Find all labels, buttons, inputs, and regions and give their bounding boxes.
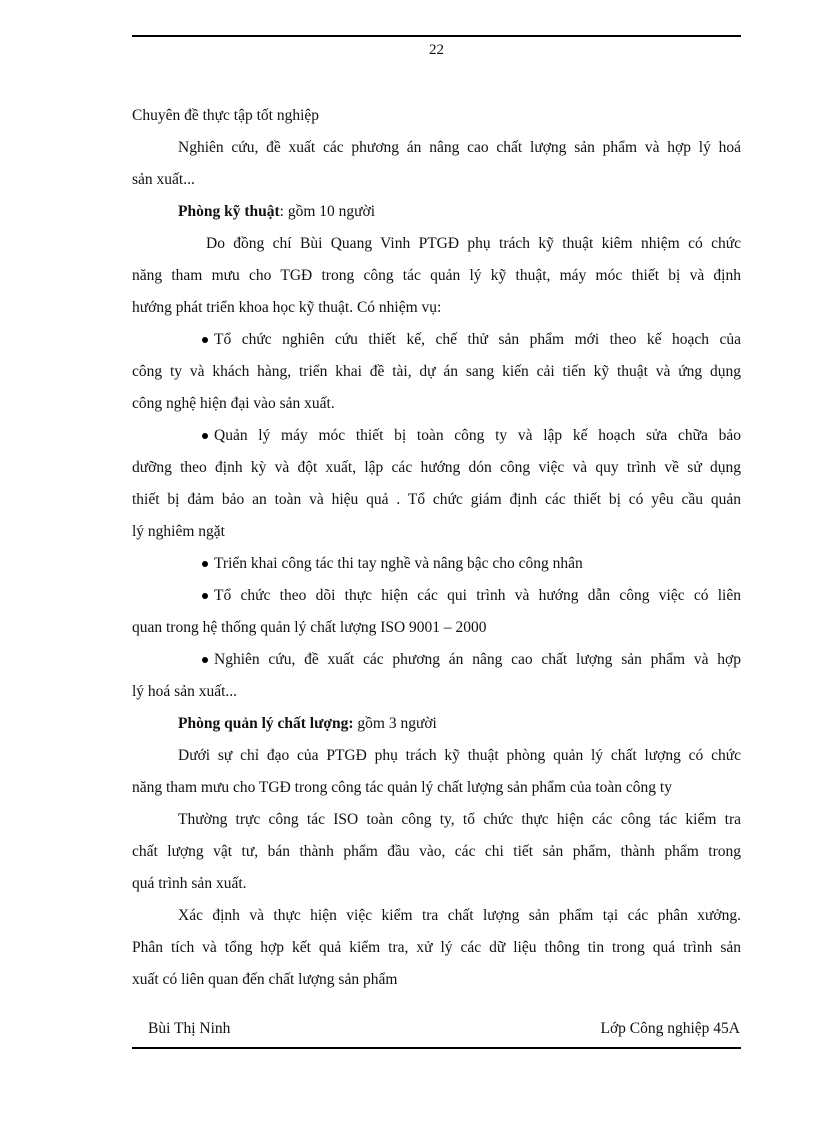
heading-text: Phòng kỹ thuật <box>178 203 280 220</box>
paragraph-line: hướng phát triển khoa học kỹ thuật. Có nhiệm vụ: <box>132 299 442 316</box>
heading-text: Phòng quản lý chất lượng: <box>178 715 354 732</box>
paragraph-line: công nghệ hiện đại vào sản xuất. <box>132 395 335 412</box>
header-rule <box>132 35 741 37</box>
paragraph-line: sản xuất... <box>132 171 195 188</box>
paragraph-line: xuất có liên quan đến chất lượng sản phẩm <box>132 971 398 988</box>
paragraph-line: lý hoá sản xuất... <box>132 683 238 700</box>
bullet-item: Tổ chức nghiên cứu thiết kế, chế thử sản phẩm mới theo kế hoạch của <box>132 324 741 356</box>
bullet-icon <box>202 561 208 567</box>
paragraph-line: quan trong hệ thống quản lý chất lượng ISO 9001 – 2000 <box>132 619 487 636</box>
paragraph-line: Xác định và thực hiện việc kiểm tra chất lượng sản phẩm tại các phân xưởng. <box>178 907 741 924</box>
paragraph-line: Do đồng chí Bùi Quang Vinh PTGĐ phụ trách kỹ thuật kiêm nhiệm có chức <box>206 235 741 252</box>
section-heading-qa <box>132 708 741 740</box>
document-body <box>132 100 741 996</box>
page-number: 22 <box>429 42 444 58</box>
bullet-icon <box>202 337 208 343</box>
paragraph-line: quá trình sản xuất. <box>132 875 247 892</box>
heading-rest: : gồm 10 người <box>279 203 376 220</box>
bullet-icon <box>202 433 208 439</box>
heading-rest: gồm 3 người <box>353 715 437 732</box>
paragraph-line: năng tham mưu cho TGĐ trong công tác quản lý chất lượng sản phẩm của toàn công ty <box>132 779 672 796</box>
section-heading-tech <box>132 196 741 228</box>
bullet-item: Nghiên cứu, đề xuất các phương án nâng cao chất lượng sản phẩm và hợp <box>132 644 741 676</box>
bullet-item: Tổ chức theo dõi thực hiện các qui trình và hướng dẫn công việc có liên <box>132 580 741 612</box>
paragraph-line: Thường trực công tác ISO toàn công ty, tổ chức thực hiện các công tác kiểm tra <box>178 811 741 828</box>
paragraph-line: Phân tích và tổng hợp kết quả kiểm tra, xử lý các dữ liệu thông tin trong quá trình sản <box>132 939 741 956</box>
document-title: Chuyên đề thực tập tốt nghiệp <box>132 107 320 124</box>
paragraph-line: công ty và khách hàng, triển khai đề tài, dự án sang kiến cải tiến kỹ thuật và ứng dụng <box>132 363 741 380</box>
paragraph-line: thiết bị đảm bảo an toàn và hiệu quả . Tổ chức giám định các thiết bị có yêu cầu quản <box>132 491 741 508</box>
paragraph-line: dưỡng theo định kỳ và đột xuất, lập các hướng dón công việc và quy trình về sử dụng <box>132 459 741 476</box>
footer-author: Bùi Thị Ninh <box>148 1020 231 1037</box>
bullet-item: Quản lý máy móc thiết bị toàn công ty và lập kế hoạch sửa chữa bảo <box>132 420 741 452</box>
paragraph-line: chất lượng vật tư, bán thành phẩm đầu vào, các chi tiết sản phẩm, thành phẩm trong <box>132 843 741 860</box>
paragraph-line: năng tham mưu cho TGĐ trong công tác quản lý kỹ thuật, máy móc thiết bị và định <box>132 267 741 284</box>
bullet-icon <box>202 593 208 599</box>
footer-rule <box>132 1047 741 1049</box>
bullet-item: Triển khai công tác thi tay nghề và nâng bậc cho công nhân <box>132 548 741 580</box>
footer-class: Lớp Công nghiệp 45A <box>600 1020 740 1037</box>
paragraph-line: Nghiên cứu, đề xuất các phương án nâng cao chất lượng sản phẩm và hợp lý hoá <box>178 139 741 156</box>
bullet-icon <box>202 657 208 663</box>
paragraph-line: Dưới sự chỉ đạo của PTGĐ phụ trách kỹ thuật phòng quản lý chất lượng có chức <box>178 747 741 764</box>
paragraph-line: lý nghiêm ngặt <box>132 523 225 540</box>
